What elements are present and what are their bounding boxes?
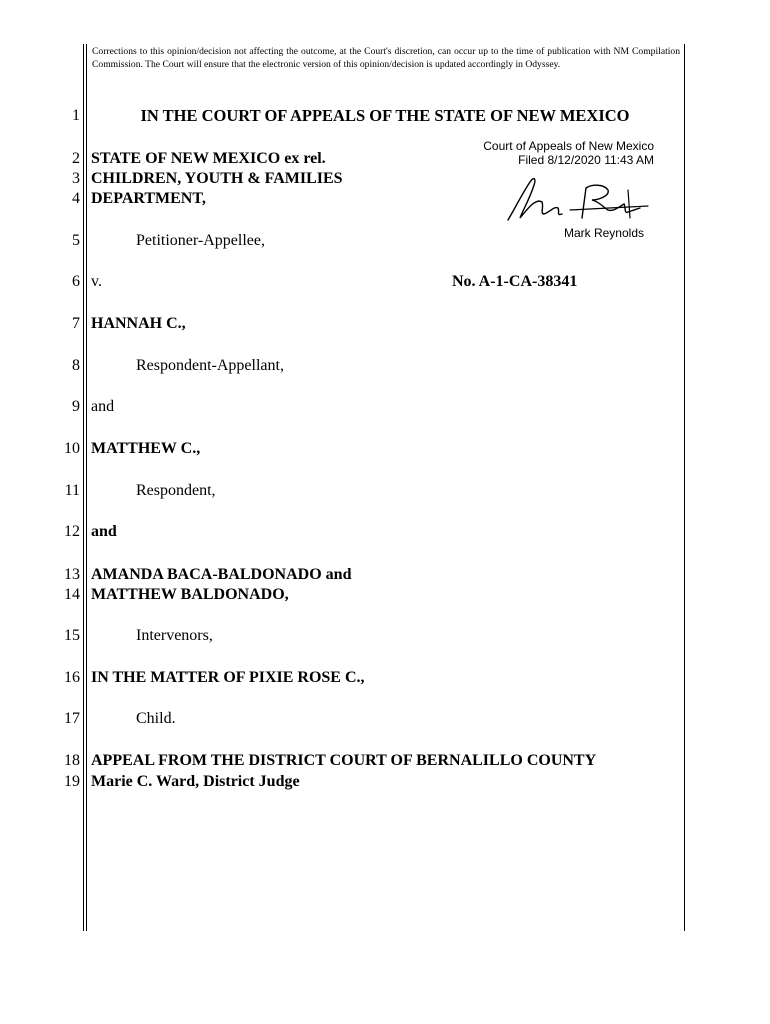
conjunction: and [91,523,117,540]
party-role: Intervenors, [136,627,213,644]
conjunction: and [91,398,115,415]
line-number: 12 [64,523,80,540]
party-role: Respondent, [136,482,216,499]
line-number: 6 [72,273,80,290]
filing-date: Filed 8/12/2020 11:43 AM [518,153,654,167]
versus: v. [91,273,102,290]
party-role: Child. [136,710,176,727]
line-number: 10 [64,440,80,457]
line-number: 14 [64,586,80,603]
right-margin-rule [684,44,685,931]
party-name: MATTHEW C., [91,440,201,457]
line-number: 11 [64,482,80,499]
appeal-heading: APPEAL FROM THE DISTRICT COURT OF BERNALILLO COUNTY [91,752,597,769]
left-margin-rule [83,44,84,931]
party-name: AMANDA BACA-BALDONADO and [91,566,352,583]
party-role: Respondent-Appellant, [136,357,284,374]
line-number: 9 [72,398,80,415]
line-number: 2 [72,150,80,167]
line-number: 16 [64,669,80,686]
party-name: MATTHEW BALDONADO, [91,586,289,603]
docket-number: No. A-1-CA-38341 [452,273,578,290]
caption-line: STATE OF NEW MEXICO ex rel. [91,150,326,167]
line-number: 17 [64,710,80,727]
caption-line: CHILDREN, YOUTH & FAMILIES [91,170,343,187]
clerk-signature [500,168,650,228]
line-number: 8 [72,357,80,374]
matter-title: IN THE MATTER OF PIXIE ROSE C., [91,669,365,686]
line-number: 15 [64,627,80,644]
line-number: 19 [64,773,80,790]
line-number: 5 [72,232,80,249]
corrections-notice: Corrections to this opinion/decision not affecting the outcome, at the Court's discretion, can occur up to the time of publication with NM Compilation Commission. The Court will ensure that the electronic version of this opinion/decision is updated accordingly in Odyssey. [92,46,680,70]
line-number: 1 [72,107,80,124]
filing-court: Court of Appeals of New Mexico [483,139,654,153]
caption-line: DEPARTMENT, [91,190,206,207]
judge-line: Marie C. Ward, District Judge [91,773,300,790]
line-number: 7 [72,315,80,332]
line-number: 3 [72,170,80,187]
court-title: IN THE COURT OF APPEALS OF THE STATE OF NEW MEXICO [140,106,630,125]
party-role: Petitioner-Appellee, [136,232,265,249]
left-margin-rule-inner [86,44,87,931]
clerk-name: Mark Reynolds [563,226,644,240]
line-number: 13 [64,566,80,583]
line-number: 18 [64,752,80,769]
party-name: HANNAH C., [91,315,186,332]
line-number: 4 [72,190,80,207]
